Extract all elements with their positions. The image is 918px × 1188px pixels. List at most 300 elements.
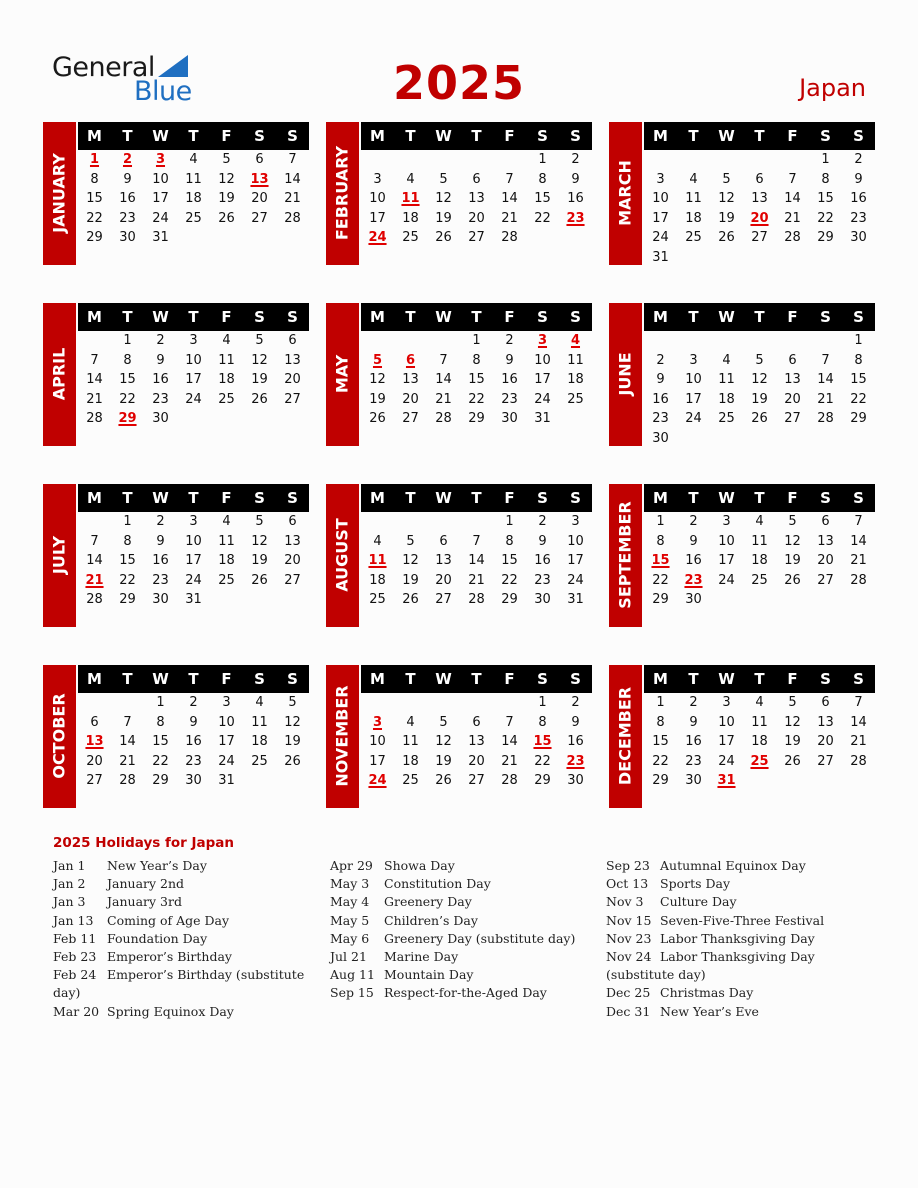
day-cell: 3 <box>722 514 731 529</box>
day-cell: 5 <box>788 514 797 529</box>
day-cell: 8 <box>821 171 830 187</box>
empty-day-cell <box>460 693 493 713</box>
day-cell: 29 <box>652 592 669 608</box>
holiday-item <box>606 875 874 893</box>
day-cell: 21 <box>435 391 452 407</box>
month-label-bar <box>609 303 642 446</box>
holiday-item <box>330 875 598 893</box>
holiday-day-cell: 25 <box>750 753 769 769</box>
day-cell: 4 <box>689 171 698 187</box>
month-june <box>609 303 875 446</box>
day-cell: 21 <box>86 391 103 407</box>
day-cell: 10 <box>718 714 735 730</box>
day-cell: 9 <box>854 171 863 187</box>
day-cell: 8 <box>656 714 665 730</box>
day-cell: 11 <box>751 714 768 730</box>
day-cell: 10 <box>185 533 202 549</box>
day-cell: 31 <box>218 773 235 789</box>
day-cell: 17 <box>567 553 584 569</box>
day-cell: 9 <box>538 533 547 549</box>
holiday-day-cell: 1 <box>89 152 100 167</box>
day-cell: 18 <box>185 191 202 207</box>
day-cell: 17 <box>152 191 169 207</box>
month-august <box>326 484 592 627</box>
day-cell: 12 <box>435 191 452 207</box>
day-cell: 4 <box>255 695 264 710</box>
month-label-bar <box>326 665 359 808</box>
day-cell: 1 <box>656 514 665 529</box>
day-cell: 8 <box>505 533 514 549</box>
day-grid <box>78 150 309 248</box>
day-cell: 5 <box>755 352 764 368</box>
holiday-date: May 5 <box>330 912 370 928</box>
weekday-label: T <box>188 670 199 688</box>
day-cell: 12 <box>718 191 735 207</box>
weekday-label: S <box>287 670 298 688</box>
day-cell: 4 <box>189 152 198 167</box>
holiday-day-cell: 13 <box>250 171 269 187</box>
day-cell: 26 <box>251 572 268 588</box>
weekday-label: F <box>221 127 232 145</box>
weekday-label: T <box>122 127 133 145</box>
holiday-item <box>330 948 598 966</box>
day-cell: 11 <box>185 171 202 187</box>
holiday-date: Aug 11 <box>330 967 375 983</box>
weekday-label: F <box>504 127 515 145</box>
day-cell: 16 <box>185 734 202 750</box>
day-cell: 8 <box>90 171 99 187</box>
day-cell: 24 <box>152 210 169 226</box>
day-cell: 26 <box>369 411 386 427</box>
day-cell: 22 <box>652 753 669 769</box>
weekday-header <box>78 665 309 693</box>
day-cell: 17 <box>534 372 551 388</box>
day-grid <box>644 693 875 791</box>
day-cell: 3 <box>189 333 198 348</box>
day-cell: 19 <box>718 210 735 226</box>
day-cell: 3 <box>222 695 231 710</box>
day-cell: 7 <box>288 152 297 167</box>
day-cell: 29 <box>817 230 834 246</box>
day-cell: 20 <box>251 191 268 207</box>
day-cell: 11 <box>218 533 235 549</box>
day-cell: 2 <box>505 333 514 348</box>
holiday-name: Emperor’s Birthday (substitute day) <box>53 967 305 1001</box>
year-title: 2025 <box>392 56 526 110</box>
day-cell: 16 <box>567 191 584 207</box>
day-cell: 17 <box>685 391 702 407</box>
holiday-date: Dec 25 <box>606 985 651 1001</box>
day-cell: 2 <box>854 152 863 167</box>
day-cell: 22 <box>817 210 834 226</box>
holiday-item <box>330 912 598 930</box>
holiday-date: Mar 20 <box>53 1003 100 1019</box>
day-cell: 22 <box>534 753 551 769</box>
day-cell: 20 <box>284 553 301 569</box>
day-cell: 11 <box>251 714 268 730</box>
day-cell: 31 <box>534 411 551 427</box>
day-cell: 25 <box>185 210 202 226</box>
weekday-label: S <box>570 308 581 326</box>
day-cell: 3 <box>689 352 698 368</box>
day-cell: 9 <box>571 714 580 730</box>
day-cell: 19 <box>251 372 268 388</box>
month-january <box>43 122 309 265</box>
day-cell: 23 <box>152 391 169 407</box>
month-name: SEPTEMBER <box>615 501 635 609</box>
holiday-item <box>330 857 598 875</box>
day-cell: 16 <box>685 734 702 750</box>
day-cell: 3 <box>722 695 731 710</box>
weekday-label: M <box>370 670 385 688</box>
day-cell: 19 <box>369 391 386 407</box>
day-grid <box>78 512 309 610</box>
day-cell: 5 <box>439 171 448 187</box>
day-cell: 23 <box>501 391 518 407</box>
day-cell: 3 <box>373 171 382 187</box>
weekday-label: S <box>537 670 548 688</box>
day-cell: 28 <box>468 592 485 608</box>
day-cell: 13 <box>468 191 485 207</box>
day-cell: 14 <box>468 553 485 569</box>
day-cell: 18 <box>218 553 235 569</box>
weekday-label: W <box>152 127 169 145</box>
day-cell: 13 <box>284 533 301 549</box>
empty-day-cell <box>361 512 394 532</box>
month-name: OCTOBER <box>49 693 69 779</box>
month-label-bar <box>326 122 359 265</box>
weekday-label: T <box>122 489 133 507</box>
holiday-date: Jul 21 <box>330 949 367 965</box>
day-cell: 21 <box>501 753 518 769</box>
day-cell: 2 <box>538 514 547 529</box>
empty-day-cell <box>776 331 809 351</box>
day-cell: 9 <box>571 171 580 187</box>
month-name: APRIL <box>49 347 69 401</box>
day-cell: 13 <box>817 714 834 730</box>
day-cell: 10 <box>534 352 551 368</box>
weekday-label: S <box>820 127 831 145</box>
logo-text-blue: Blue <box>134 76 192 107</box>
weekday-label: T <box>405 670 416 688</box>
day-cell: 15 <box>152 734 169 750</box>
holiday-name: Marine Day <box>384 949 459 965</box>
day-cell: 15 <box>86 191 103 207</box>
holiday-column <box>606 857 874 1021</box>
weekday-label: W <box>152 308 169 326</box>
day-cell: 21 <box>468 572 485 588</box>
day-grid <box>78 693 309 791</box>
day-cell: 25 <box>369 592 386 608</box>
day-cell: 10 <box>369 734 386 750</box>
weekday-label: T <box>188 308 199 326</box>
month-name: NOVEMBER <box>332 685 352 787</box>
weekday-label: F <box>787 308 798 326</box>
day-cell: 18 <box>685 210 702 226</box>
day-cell: 13 <box>468 734 485 750</box>
day-cell: 5 <box>439 714 448 730</box>
holiday-day-cell: 15 <box>533 734 552 750</box>
day-grid <box>644 512 875 610</box>
month-may <box>326 303 592 446</box>
day-cell: 7 <box>788 171 797 187</box>
weekday-label: T <box>188 489 199 507</box>
day-cell: 28 <box>86 411 103 427</box>
weekday-label: F <box>221 308 232 326</box>
day-cell: 9 <box>156 352 165 368</box>
day-cell: 15 <box>501 553 518 569</box>
holiday-day-cell: 21 <box>85 572 104 588</box>
day-cell: 19 <box>784 553 801 569</box>
weekday-label: W <box>435 127 452 145</box>
holiday-name: Emperor’s Birthday <box>107 949 232 965</box>
day-cell: 20 <box>468 753 485 769</box>
month-label-bar <box>43 484 76 627</box>
holiday-column <box>330 857 598 1003</box>
holiday-item <box>606 948 874 984</box>
day-cell: 5 <box>255 514 264 529</box>
month-february <box>326 122 592 265</box>
day-cell: 14 <box>284 171 301 187</box>
day-cell: 28 <box>817 411 834 427</box>
weekday-label: S <box>853 489 864 507</box>
holiday-name: Mountain Day <box>384 967 474 983</box>
day-cell: 17 <box>185 372 202 388</box>
empty-day-cell <box>427 512 460 532</box>
day-cell: 10 <box>685 372 702 388</box>
day-cell: 20 <box>435 572 452 588</box>
empty-day-cell <box>427 150 460 170</box>
day-cell: 27 <box>468 230 485 246</box>
day-cell: 11 <box>402 734 419 750</box>
day-cell: 12 <box>402 553 419 569</box>
day-cell: 5 <box>406 533 415 549</box>
weekday-label: S <box>853 670 864 688</box>
day-cell: 8 <box>538 171 547 187</box>
day-cell: 19 <box>251 553 268 569</box>
holiday-item <box>53 857 321 875</box>
month-label-bar <box>326 484 359 627</box>
day-cell: 21 <box>850 734 867 750</box>
day-cell: 24 <box>534 391 551 407</box>
weekday-label: W <box>718 489 735 507</box>
holiday-item <box>330 966 598 984</box>
day-cell: 5 <box>788 695 797 710</box>
day-cell: 27 <box>784 411 801 427</box>
day-cell: 25 <box>251 753 268 769</box>
holiday-day-cell: 3 <box>537 333 548 348</box>
holiday-day-cell: 3 <box>372 714 383 730</box>
weekday-label: T <box>405 489 416 507</box>
day-cell: 23 <box>685 753 702 769</box>
day-cell: 24 <box>685 411 702 427</box>
day-cell: 20 <box>86 753 103 769</box>
holiday-date: Feb 23 <box>53 949 97 965</box>
day-cell: 13 <box>402 372 419 388</box>
holiday-item <box>53 893 321 911</box>
day-grid <box>361 331 592 429</box>
holiday-day-cell: 5 <box>372 352 383 368</box>
holiday-day-cell: 11 <box>401 191 420 207</box>
day-cell: 13 <box>751 191 768 207</box>
holiday-day-cell: 2 <box>122 152 133 167</box>
day-cell: 25 <box>218 391 235 407</box>
holiday-day-cell: 31 <box>717 773 736 789</box>
holiday-item <box>606 857 874 875</box>
weekday-label: F <box>504 670 515 688</box>
day-cell: 31 <box>185 592 202 608</box>
holiday-day-cell: 3 <box>155 152 166 167</box>
month-label-bar <box>609 484 642 627</box>
day-cell: 24 <box>185 391 202 407</box>
day-cell: 1 <box>656 695 665 710</box>
weekday-label: S <box>570 670 581 688</box>
day-cell: 30 <box>185 773 202 789</box>
day-cell: 29 <box>468 411 485 427</box>
holiday-name: Labor Thanksgiving Day (substitute day) <box>606 949 815 983</box>
day-cell: 25 <box>567 391 584 407</box>
day-grid <box>78 331 309 429</box>
day-cell: 14 <box>435 372 452 388</box>
day-cell: 2 <box>571 152 580 167</box>
day-cell: 27 <box>435 592 452 608</box>
weekday-header <box>78 122 309 150</box>
day-cell: 13 <box>817 533 834 549</box>
day-cell: 15 <box>119 372 136 388</box>
month-december <box>609 665 875 808</box>
weekday-label: S <box>570 489 581 507</box>
holiday-name: Respect-for-the-Aged Day <box>384 985 547 1001</box>
day-cell: 25 <box>751 572 768 588</box>
day-cell: 25 <box>685 230 702 246</box>
day-cell: 25 <box>218 572 235 588</box>
day-cell: 7 <box>123 714 132 730</box>
day-cell: 19 <box>218 191 235 207</box>
weekday-label: W <box>435 670 452 688</box>
day-cell: 1 <box>472 333 481 348</box>
day-cell: 24 <box>567 572 584 588</box>
month-march <box>609 122 875 265</box>
day-cell: 26 <box>784 753 801 769</box>
weekday-label: S <box>537 308 548 326</box>
day-cell: 28 <box>501 773 518 789</box>
day-cell: 16 <box>652 391 669 407</box>
empty-day-cell <box>394 150 427 170</box>
month-label-bar <box>326 303 359 446</box>
day-cell: 8 <box>123 533 132 549</box>
month-label-bar <box>43 122 76 265</box>
weekday-label: T <box>754 308 765 326</box>
day-cell: 27 <box>284 572 301 588</box>
day-cell: 3 <box>656 171 665 187</box>
day-cell: 14 <box>850 714 867 730</box>
day-cell: 13 <box>784 372 801 388</box>
empty-day-cell <box>743 150 776 170</box>
day-cell: 4 <box>755 695 764 710</box>
day-cell: 29 <box>652 773 669 789</box>
holiday-item <box>330 930 598 948</box>
weekday-label: S <box>254 127 265 145</box>
weekday-label: F <box>221 489 232 507</box>
weekday-label: W <box>152 670 169 688</box>
empty-day-cell <box>394 512 427 532</box>
day-cell: 16 <box>534 553 551 569</box>
month-july <box>43 484 309 627</box>
day-cell: 16 <box>119 191 136 207</box>
day-cell: 4 <box>373 533 382 549</box>
day-cell: 14 <box>501 191 518 207</box>
day-cell: 26 <box>218 210 235 226</box>
day-cell: 22 <box>468 391 485 407</box>
weekday-header <box>644 122 875 150</box>
day-cell: 21 <box>784 210 801 226</box>
day-cell: 12 <box>784 533 801 549</box>
day-cell: 4 <box>222 333 231 348</box>
day-cell: 21 <box>817 391 834 407</box>
holiday-date: Feb 11 <box>53 930 97 946</box>
holiday-date: Dec 31 <box>606 1003 651 1019</box>
day-cell: 28 <box>284 210 301 226</box>
month-name: MARCH <box>615 160 635 226</box>
day-cell: 30 <box>119 230 136 246</box>
day-cell: 10 <box>218 714 235 730</box>
day-cell: 24 <box>718 572 735 588</box>
day-cell: 15 <box>652 734 669 750</box>
day-cell: 7 <box>90 352 99 368</box>
day-cell: 1 <box>538 152 547 167</box>
day-cell: 30 <box>685 773 702 789</box>
day-grid <box>644 331 875 449</box>
day-cell: 9 <box>123 171 132 187</box>
day-cell: 4 <box>722 352 731 368</box>
day-cell: 7 <box>439 352 448 368</box>
day-cell: 9 <box>189 714 198 730</box>
weekday-label: W <box>435 308 452 326</box>
weekday-label: S <box>537 489 548 507</box>
day-cell: 6 <box>472 714 481 730</box>
holiday-date: May 6 <box>330 930 370 946</box>
month-label-bar <box>609 122 642 265</box>
day-cell: 30 <box>567 773 584 789</box>
weekday-header <box>78 303 309 331</box>
day-cell: 24 <box>652 230 669 246</box>
weekday-label: S <box>853 308 864 326</box>
day-cell: 23 <box>534 572 551 588</box>
weekday-label: F <box>504 308 515 326</box>
weekday-header <box>361 122 592 150</box>
day-cell: 23 <box>652 411 669 427</box>
weekday-label: T <box>471 127 482 145</box>
holiday-name: Children’s Day <box>384 912 478 928</box>
day-cell: 6 <box>788 352 797 368</box>
holiday-day-cell: 15 <box>651 553 670 569</box>
day-cell: 12 <box>369 372 386 388</box>
holiday-day-cell: 23 <box>566 210 585 226</box>
holiday-name: Spring Equinox Day <box>107 1003 234 1019</box>
day-cell: 1 <box>156 695 165 710</box>
holidays-title: 2025 Holidays for Japan <box>53 835 235 851</box>
holiday-day-cell: 29 <box>118 411 137 427</box>
day-cell: 15 <box>534 191 551 207</box>
day-cell: 16 <box>152 553 169 569</box>
empty-day-cell <box>809 331 842 351</box>
day-cell: 18 <box>567 372 584 388</box>
day-cell: 9 <box>689 714 698 730</box>
day-cell: 28 <box>119 773 136 789</box>
day-cell: 29 <box>534 773 551 789</box>
weekday-label: S <box>287 127 298 145</box>
weekday-label: S <box>254 670 265 688</box>
